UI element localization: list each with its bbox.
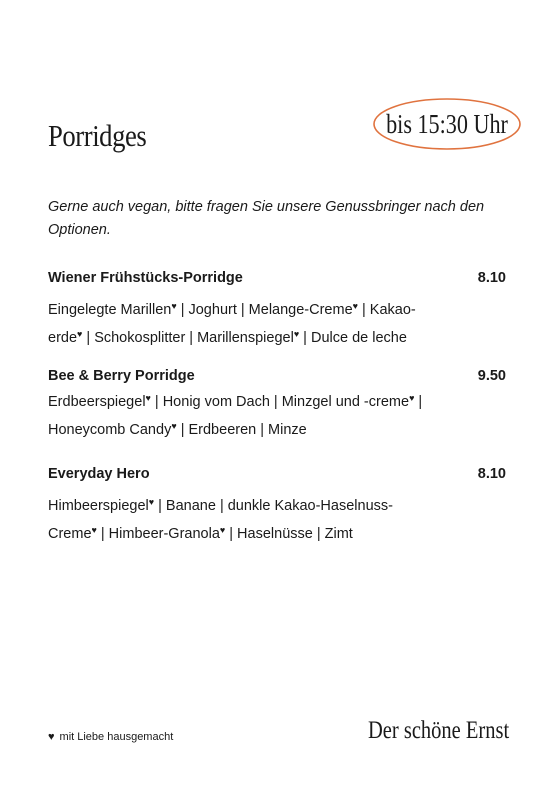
item-name: Wiener Frühstücks-Porridge bbox=[48, 270, 243, 286]
time-badge-label: bis 15:30 Uhr bbox=[386, 108, 508, 139]
description-segment: | Haselnüsse | Zimt bbox=[225, 526, 353, 542]
description-segment: erde bbox=[48, 330, 78, 346]
menu-item-bee-berry bbox=[48, 368, 506, 442]
description-segment: | Dulce de leche bbox=[299, 330, 407, 346]
description-segment: | Honig vom Dach | Minzgel und -creme bbox=[150, 394, 410, 410]
item-price: 9.50 bbox=[477, 368, 506, 384]
description-segment: | Himbeer-Granola bbox=[96, 526, 220, 542]
description-segment: | Banane | dunkle Kakao-Haselnuss- bbox=[154, 498, 393, 514]
item-description bbox=[48, 386, 458, 442]
heart-icon: ♥ bbox=[77, 329, 83, 339]
description-segment: | Kakao- bbox=[357, 302, 416, 318]
heart-icon: ♥ bbox=[171, 301, 177, 311]
heart-icon: ♥ bbox=[145, 393, 151, 403]
description-segment: | bbox=[414, 394, 423, 410]
description-segment: Himbeerspiegel bbox=[48, 498, 149, 514]
heart-icon: ♥ bbox=[293, 329, 300, 339]
item-price: 8.10 bbox=[477, 466, 506, 482]
heart-icon: ♥ bbox=[409, 393, 415, 403]
description-segment: | Joghurt | Melange-Creme bbox=[176, 302, 353, 318]
item-description bbox=[48, 490, 458, 546]
intro-text: Gerne auch vegan, bitte fragen Sie unsere Genussbringer nach den Optionen. bbox=[48, 199, 485, 238]
description-segment: Creme bbox=[48, 526, 92, 542]
description-segment: Eingelegte Marillen bbox=[48, 302, 172, 318]
description-segment: Honeycomb Candy bbox=[48, 422, 172, 438]
menu-item-everyday-hero bbox=[48, 466, 506, 546]
description-segment: | Schokosplitter | Marillenspiegel bbox=[82, 330, 294, 346]
heart-icon: ♥ bbox=[219, 525, 226, 535]
item-name: Everyday Hero bbox=[48, 466, 150, 482]
footer-legend bbox=[48, 731, 173, 743]
heart-icon: ♥ bbox=[352, 301, 358, 311]
heart-icon: ♥ bbox=[48, 731, 55, 743]
description-segment: Erdbeerspiegel bbox=[48, 394, 146, 410]
legend-text: mit Liebe hausgemacht bbox=[59, 731, 174, 743]
item-price: 8.10 bbox=[477, 270, 506, 286]
heart-icon: ♥ bbox=[148, 497, 155, 507]
heart-icon: ♥ bbox=[171, 421, 177, 431]
item-description bbox=[48, 294, 458, 350]
page-title: Porridges bbox=[48, 118, 147, 153]
item-name: Bee & Berry Porridge bbox=[48, 368, 195, 384]
description-segment: | Erdbeeren | Minze bbox=[176, 422, 307, 438]
heart-icon: ♥ bbox=[91, 525, 97, 535]
time-badge bbox=[372, 97, 522, 151]
menu-item-wiener bbox=[48, 270, 506, 350]
brand-logo: Der schöne Ernst bbox=[368, 717, 510, 744]
